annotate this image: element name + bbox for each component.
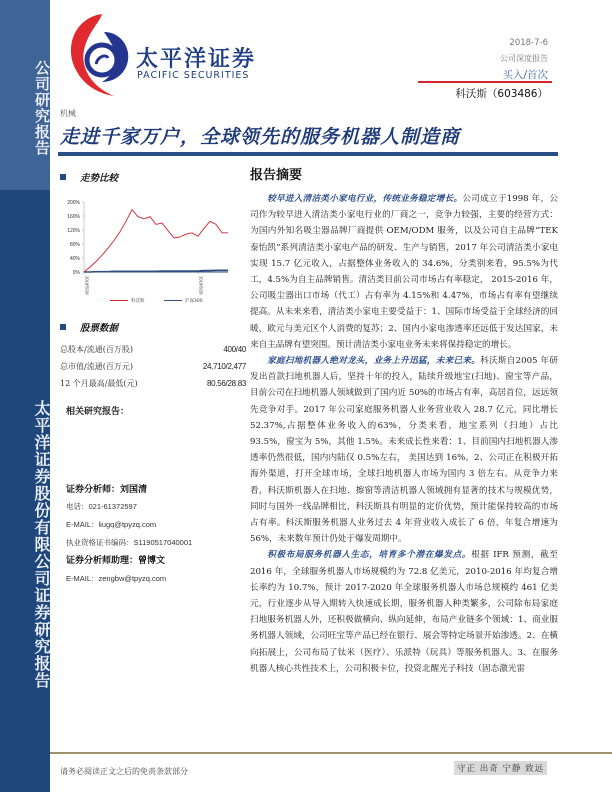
stock-row-label: 总市值/流通(百万元) <box>60 362 133 371</box>
table-row <box>60 341 246 358</box>
brand-name-en: PACIFIC SECURITIES <box>137 70 250 81</box>
pacific-securities-logo-icon <box>62 8 132 98</box>
stock-data-heading <box>60 320 118 334</box>
svg-text:120%: 120% <box>67 227 80 234</box>
sidebar-company-label: 太平洋证券股份有限公司证券研究报告 <box>32 400 51 689</box>
assistant-email[interactable]: E-MAIL：zengbw@tpyzq.com <box>66 574 167 583</box>
trend-heading-text: 走势比较 <box>80 173 119 184</box>
analyst-name: 证券分析师：刘国清 <box>66 485 148 495</box>
table-row <box>60 358 246 375</box>
related-reports-heading: 相关研究报告： <box>66 407 130 417</box>
stock-data-table <box>60 341 246 392</box>
sidebar-bottom-band <box>0 190 50 792</box>
stock-row-value: 400/40 <box>223 345 246 354</box>
paragraph-lead: 家庭扫地机器人绝对龙头，业务上升迅猛，未来已来。 <box>267 356 481 367</box>
footer-divider <box>50 752 612 754</box>
disclaimer-text: 请务必阅读正文之后的免责条款部分 <box>60 767 188 776</box>
sidebar-report-type-label: 公司研究报告 <box>33 60 51 156</box>
analyst-license: 执业资格证书编码：S1190517040001 <box>66 538 193 547</box>
summary-paragraph <box>250 353 558 547</box>
company-motto: 守正 出奇 宁静 致远 <box>454 761 547 775</box>
paragraph-body: 公司成立于1998 年，公司作为较早进入清洁类小家电行业的厂商之一，竞争力较强，主要的经营方式：为国内外知名吸尘器品牌厂商提供 OEM/ODM 服务，以及公司自主品牌“TEK 泰怡凯”系列清洁类小家电产品的研发、生产与销售，2017 年公司清洁类小家电实现 15.7 亿元收入，占据整体业务收入的 34.6%，分类别来看，95.5%为代工，4.5%为自主品牌销售。清洁类目前公司市场占有率稳定， 2015-2016 年，公司吸尘器出口市场（代工）占有率为 4.15%和 4.47%，市场占有率有望继续提高。从未来来看，清洁类小家电主要受益于：1、国际市场受益于全球经济的回暖，欧元与美元区个人消费的复苏；2、国内小家电渗透率还远低于发达国家，未来自主品牌有望突围。预计清洁类小家电业务未来将保持稳定的增长。 <box>250 194 558 350</box>
paragraph-body: 根据 IFR 预测，截至 2016 年，全球服务机器人市场规模约为 72.8 亿美元，2010-2016 年均复合增长率约为 10.7%，预计 2017-2020 年全球服务机器人市场总规模约 461 亿美元，行业逐步从导入期转入快速成长期，服务机器人种类繁多，公司除布局家庭扫地服务机器人外，还积极做横向、纵向延伸，布局产业链多个领域：1、商业服务机器人领域，公司旺宝等产品已经在银行、展会等特定场景开始渗透。2、在横向拓展上，公司布局了钛米（医疗）、乐派特（玩具）等服务机器人。3、在服务机器人核心共性技术上，公司积极卡位，投资北醒光子科技（固态激光雷 <box>250 550 558 674</box>
stock-row-label: 总股本/流通(百万股) <box>60 345 133 354</box>
paragraph-body: 科沃斯自2005 年研发出首款扫地机器人后，坚持十年的投入，陆续升级地宝(扫地)、窗宝等产品， 目前公司在扫地机器人领域做到了国内近 50%的市场占有率，高居首位，远远领先竞争对手。2017 年公司家庭服务机器人业务营业收入 28.7 亿元，同比增长 52.37%,占据整体业务收入的63%，分类来看，地宝系列（扫地）占比 93.5%，窗宝为 5%，其他 1.5%。未来成长性来看：1、目前国内扫地机器人渗透率仍然很低，国内内陆仅 0.5%左右， 美国达到 16%。2、公司正在积极开拓海外渠道，打开全球市场，全球扫地机器人市场为国内 3 倍左右。从竞争力来看，科沃斯机器人在扫地、擦窗等清洁机器人领域拥有显著的技术与规模优势，同时与国外一线品牌相比，科沃斯具有明显的定价优势，预计能保持较高的市场占有率。科沃斯服务机器人业务过去 4 年营业收入成长了 6 倍，年复合增速为 56%，未来数年预计仍处于爆发周期中。 <box>250 356 558 545</box>
svg-text:0%: 0% <box>72 269 80 276</box>
svg-text:2018/5/28: 2018/5/28 <box>84 276 90 295</box>
stock-ticker: 科沃斯（603486） <box>455 88 548 100</box>
svg-text:160%: 160% <box>67 213 80 220</box>
analyst-email[interactable]: E-MAIL：liugq@tpyzq.com <box>66 520 157 529</box>
stock-row-value: 24,710/2,477 <box>202 362 246 371</box>
sidebar-top-band <box>0 0 50 190</box>
paragraph-lead: 积极布局服务机器人生态，培育多个潜在爆发点。 <box>267 550 472 561</box>
svg-text:80%: 80% <box>69 241 80 248</box>
brand-name-cn: 太平洋证券 <box>136 47 257 72</box>
svg-text:沪深300: 沪深300 <box>185 299 203 304</box>
summary-heading: 报告摘要 <box>250 168 303 183</box>
summary-paragraph <box>250 547 558 677</box>
stock-row-value: 80.56/28.83 <box>207 379 246 388</box>
table-row <box>60 375 246 392</box>
analyst-phone: 电话：021-61372597 <box>66 502 137 511</box>
svg-text:2018/6/28: 2018/6/28 <box>198 276 204 295</box>
industry-label: 机械 <box>60 109 76 118</box>
svg-text:科沃斯: 科沃斯 <box>131 299 145 304</box>
report-date: 2018-7-6 <box>509 38 548 48</box>
paragraph-lead: 较早进入清洁类小家电行业，传统业务稳定增长。 <box>267 194 463 204</box>
assistant-name: 证券分析师助理：曾博文 <box>66 556 166 566</box>
report-type: 公司深度报告 <box>500 54 548 63</box>
stock-row-label: 12 个月最高/最低(元) <box>60 379 138 388</box>
svg-text:200%: 200% <box>67 199 80 206</box>
summary-paragraph <box>250 191 558 353</box>
bullet-square-icon <box>60 324 66 330</box>
rating-badge: 买入/首次 <box>502 69 548 81</box>
rating-divider <box>418 81 552 83</box>
svg-text:40%: 40% <box>69 255 80 262</box>
trend-comparison-chart <box>58 196 248 306</box>
summary-body <box>250 191 558 677</box>
trend-section-heading <box>60 170 118 184</box>
page-title: 走进千家万户，全球领先的服务机器人制造商 <box>60 126 461 148</box>
bullet-square-icon <box>60 174 66 180</box>
stock-heading-text: 股票数据 <box>80 323 119 334</box>
title-divider <box>58 152 558 156</box>
